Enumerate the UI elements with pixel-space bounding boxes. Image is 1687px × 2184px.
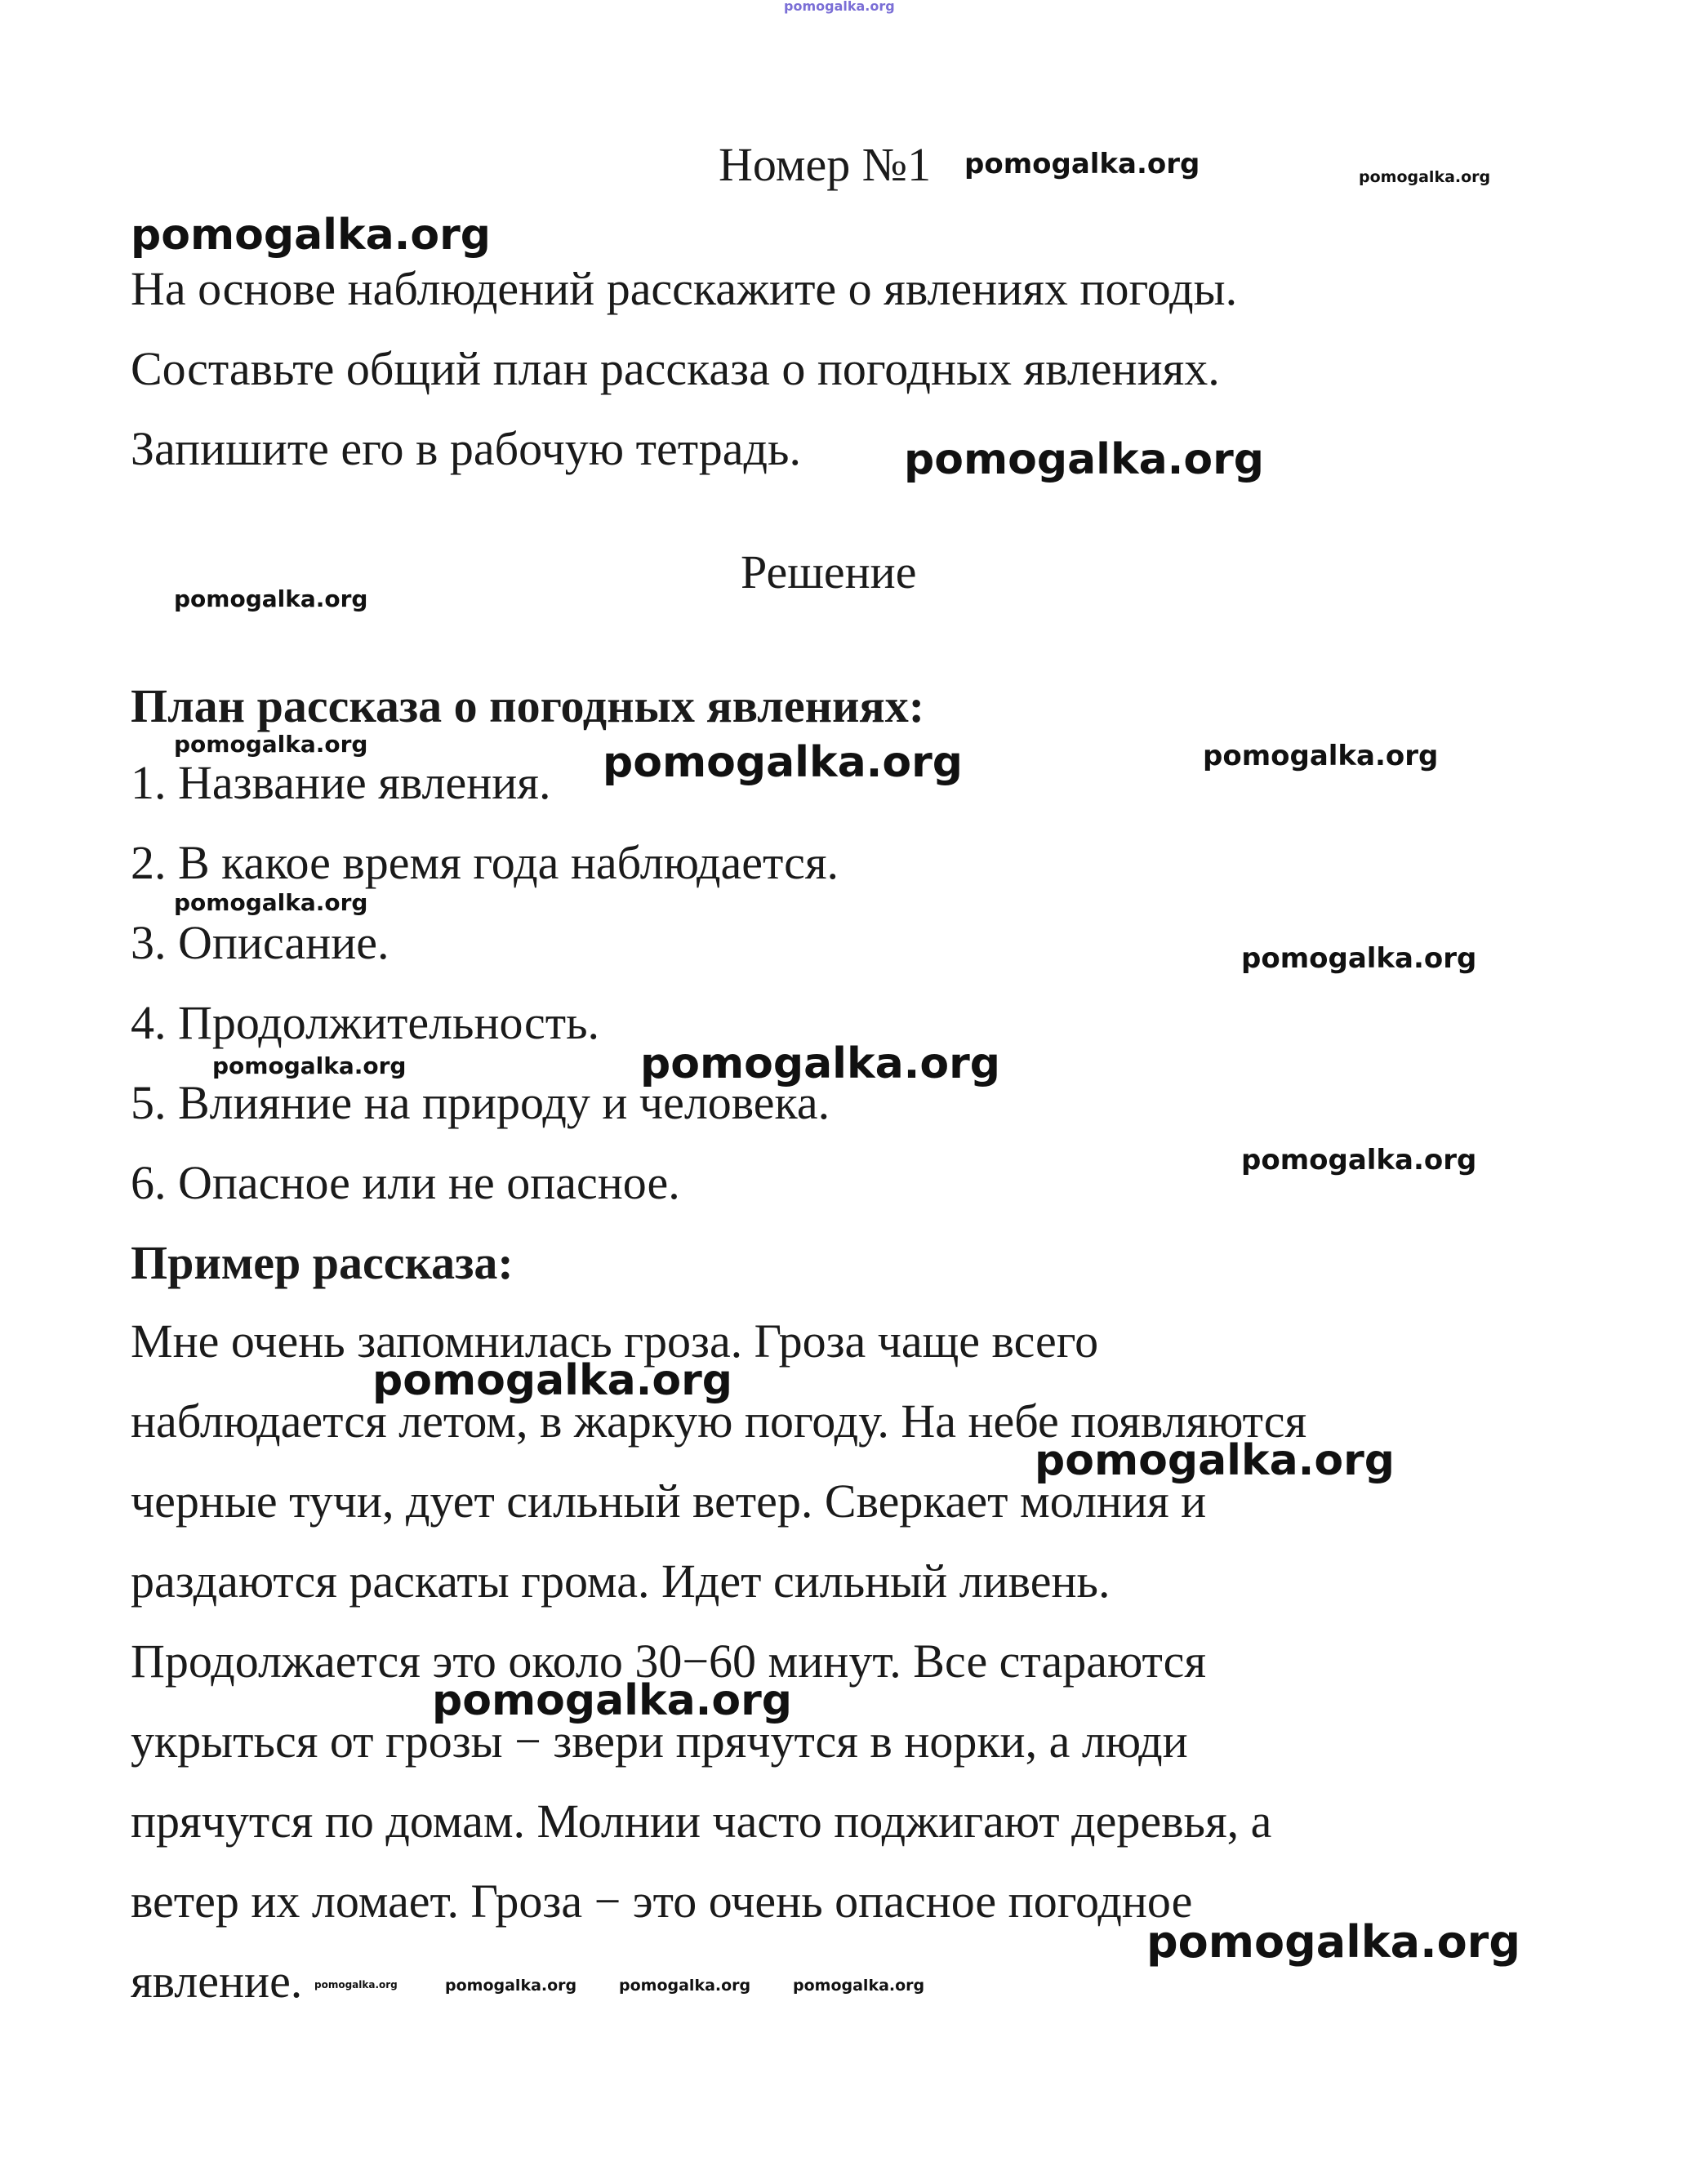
watermark: pomogalka.org [174, 731, 368, 758]
solution-heading: Решение [741, 545, 917, 598]
watermark: pomogalka.org [619, 1977, 751, 1995]
watermark: pomogalka.org [131, 211, 492, 260]
example-line: Мне очень запомнилась гроза. Гроза чаще всего [131, 1314, 1099, 1368]
plan-title: План рассказа о погодных явлениях: [131, 679, 925, 732]
plan-item: 2. В какое время года наблюдается. [131, 836, 839, 889]
watermark: pomogalka.org [964, 148, 1200, 180]
example-title: Пример рассказа: [131, 1236, 514, 1289]
watermark: pomogalka.org [1203, 740, 1439, 772]
watermark-top: pomogalka.org [784, 0, 895, 14]
example-line: Продолжается это около 30−60 минут. Все стараются [131, 1635, 1207, 1688]
watermark: pomogalka.org [1241, 1144, 1477, 1177]
watermark: pomogalka.org [793, 1977, 925, 1995]
plan-item: 4. Продолжительность. [131, 996, 600, 1049]
watermark: pomogalka.org [372, 1356, 733, 1405]
task-line: Составьте общий план рассказа о погодных явлениях. [131, 342, 1220, 395]
watermark: pomogalka.org [445, 1977, 577, 1995]
example-line: явление. [131, 1955, 303, 2008]
example-line: ветер их ломает. Гроза − это очень опасное погодное [131, 1875, 1193, 1928]
task-line: На основе наблюдений расскажите о явлениях погоды. [131, 262, 1238, 315]
plan-item: 3. Описание. [131, 916, 389, 969]
page-title: Номер №1 [719, 138, 932, 191]
task-line: Запишите его в рабочую тетрадь. [131, 422, 801, 475]
watermark: pomogalka.org [432, 1676, 793, 1725]
watermark: pomogalka.org [1146, 1916, 1520, 1968]
watermark: pomogalka.org [904, 435, 1265, 484]
example-line: раздаются раскаты грома. Идет сильный ливень. [131, 1555, 1111, 1608]
example-line: наблюдается летом, в жаркую погоду. На небе появляются [131, 1394, 1307, 1448]
plan-item: 5. Влияние на природу и человека. [131, 1076, 830, 1129]
watermark: pomogalka.org [1035, 1436, 1395, 1485]
plan-item: 1. Название явления. [131, 756, 551, 809]
plan-item: 6. Опасное или не опасное. [131, 1156, 680, 1209]
watermark: pomogalka.org [174, 585, 368, 612]
watermark: pomogalka.org [1359, 168, 1491, 186]
watermark: pomogalka.org [640, 1039, 1001, 1088]
watermark: pomogalka.org [212, 1052, 407, 1079]
example-line: прячутся по домам. Молнии часто поджигают деревья, а [131, 1795, 1272, 1848]
watermark: pomogalka.org [1241, 942, 1477, 975]
example-line: укрыться от грозы − звери прячутся в норки, а люди [131, 1715, 1188, 1768]
watermark: pomogalka.org [603, 738, 964, 787]
watermark: pomogalka.org [314, 1979, 398, 1991]
example-line: черные тучи, дует сильный ветер. Сверкает молния и [131, 1475, 1207, 1528]
watermark: pomogalka.org [174, 889, 368, 916]
